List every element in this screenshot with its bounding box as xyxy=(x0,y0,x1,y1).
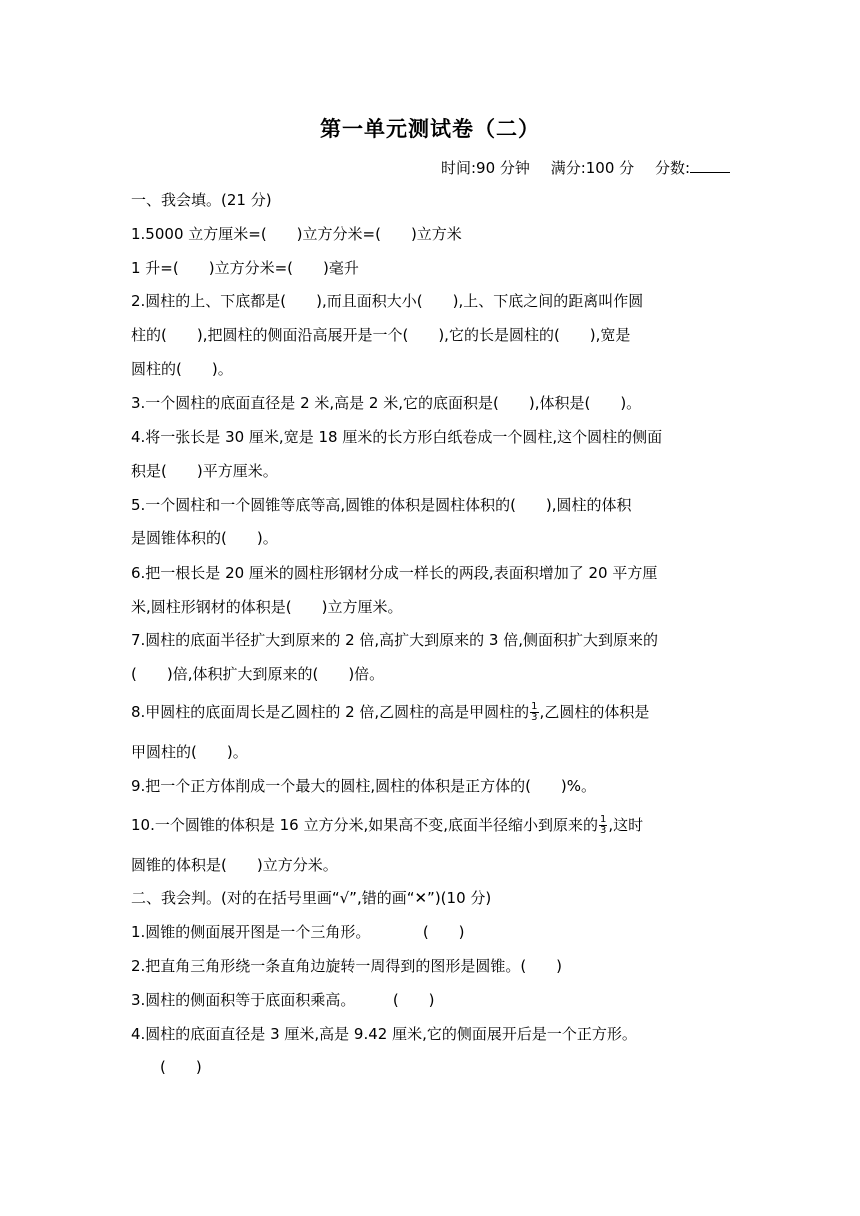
q8-text-b: ,乙圆柱的体积是 xyxy=(539,703,650,721)
q1-line2: 1 升=( )立方分米=( )毫升 xyxy=(131,259,359,277)
score-label: 分数: xyxy=(654,159,690,177)
q10-text-b: ,这时 xyxy=(608,816,644,834)
q10-line1 xyxy=(131,815,643,836)
q2-line3: 圆柱的( )。 xyxy=(131,360,233,378)
q10-fraction xyxy=(599,815,607,836)
q1-line1: 1.5000 立方厘米=( )立方分米=( )立方米 xyxy=(131,225,462,243)
q8-line1 xyxy=(131,702,649,723)
q2-line1: 2.圆柱的上、下底都是( ),而且面积大小( ),上、下底之间的距离叫作圆 xyxy=(131,292,644,310)
q5-line1: 5.一个圆柱和一个圆锥等底等高,圆锥的体积是圆柱体积的( ),圆柱的体积 xyxy=(131,496,632,514)
q4-line1: 4.将一张长是 30 厘米,宽是 18 厘米的长方形白纸卷成一个圆柱,这个圆柱的侧面 xyxy=(131,428,663,446)
q7-line2: ( )倍,体积扩大到原来的( )倍。 xyxy=(131,665,385,683)
judge-item-3: 3.圆柱的侧面积等于底面积乘高。 ( ) xyxy=(131,991,435,1009)
q8-line2: 甲圆柱的( )。 xyxy=(131,743,248,761)
section2-heading: 二、我会判。(对的在括号里画“√”,错的画“✕”)(10 分) xyxy=(131,889,492,907)
q6-line2: 米,圆柱形钢材的体积是( )立方厘米。 xyxy=(131,598,403,616)
q10-frac-den: 3 xyxy=(600,825,607,836)
time-limit: 时间:90 分钟 xyxy=(441,159,530,177)
q8-frac-num: 1 xyxy=(531,701,538,712)
exam-meta xyxy=(425,157,730,178)
judge-item-4-line1: 4.圆柱的底面直径是 3 厘米,高是 9.42 厘米,它的侧面展开后是一个正方形。 xyxy=(131,1025,637,1043)
judge-item-4-line2: ( ) xyxy=(160,1058,202,1076)
q4-line2: 积是( )平方厘米。 xyxy=(131,462,278,480)
q10-text-a: 10.一个圆锥的体积是 16 立方分米,如果高不变,底面半径缩小到原来的 xyxy=(131,816,599,834)
q6-line1: 6.把一根长是 20 厘米的圆柱形钢材分成一样长的两段,表面积增加了 20 平方厘 xyxy=(131,564,658,582)
q3-line1: 3.一个圆柱的底面直径是 2 米,高是 2 米,它的底面积是( ),体积是( )。 xyxy=(131,394,642,412)
q8-frac-den: 3 xyxy=(531,712,538,723)
full-score: 满分:100 分 xyxy=(550,159,635,177)
q9-line1: 9.把一个正方体削成一个最大的圆柱,圆柱的体积是正方体的( )%。 xyxy=(131,777,597,795)
page-title: 第一单元测试卷（二） xyxy=(320,117,540,141)
q10-frac-num: 1 xyxy=(600,814,607,825)
q10-line2: 圆锥的体积是( )立方分米。 xyxy=(131,856,338,874)
judge-item-1: 1.圆锥的侧面展开图是一个三角形。 ( ) xyxy=(131,923,465,941)
q8-text-a: 8.甲圆柱的底面周长是乙圆柱的 2 倍,乙圆柱的高是甲圆柱的 xyxy=(131,703,530,721)
score-blank[interactable] xyxy=(690,158,730,173)
q2-line2: 柱的( ),把圆柱的侧面沿高展开是一个( ),它的长是圆柱的( ),宽是 xyxy=(131,326,631,344)
q7-line1: 7.圆柱的底面半径扩大到原来的 2 倍,高扩大到原来的 3 倍,侧面积扩大到原来的 xyxy=(131,631,659,649)
section1-heading: 一、我会填。(21 分) xyxy=(131,191,272,209)
judge-item-2: 2.把直角三角形绕一条直角边旋转一周得到的图形是圆锥。( ) xyxy=(131,957,563,975)
q5-line2: 是圆锥体积的( )。 xyxy=(131,529,278,547)
q8-fraction xyxy=(530,702,538,723)
